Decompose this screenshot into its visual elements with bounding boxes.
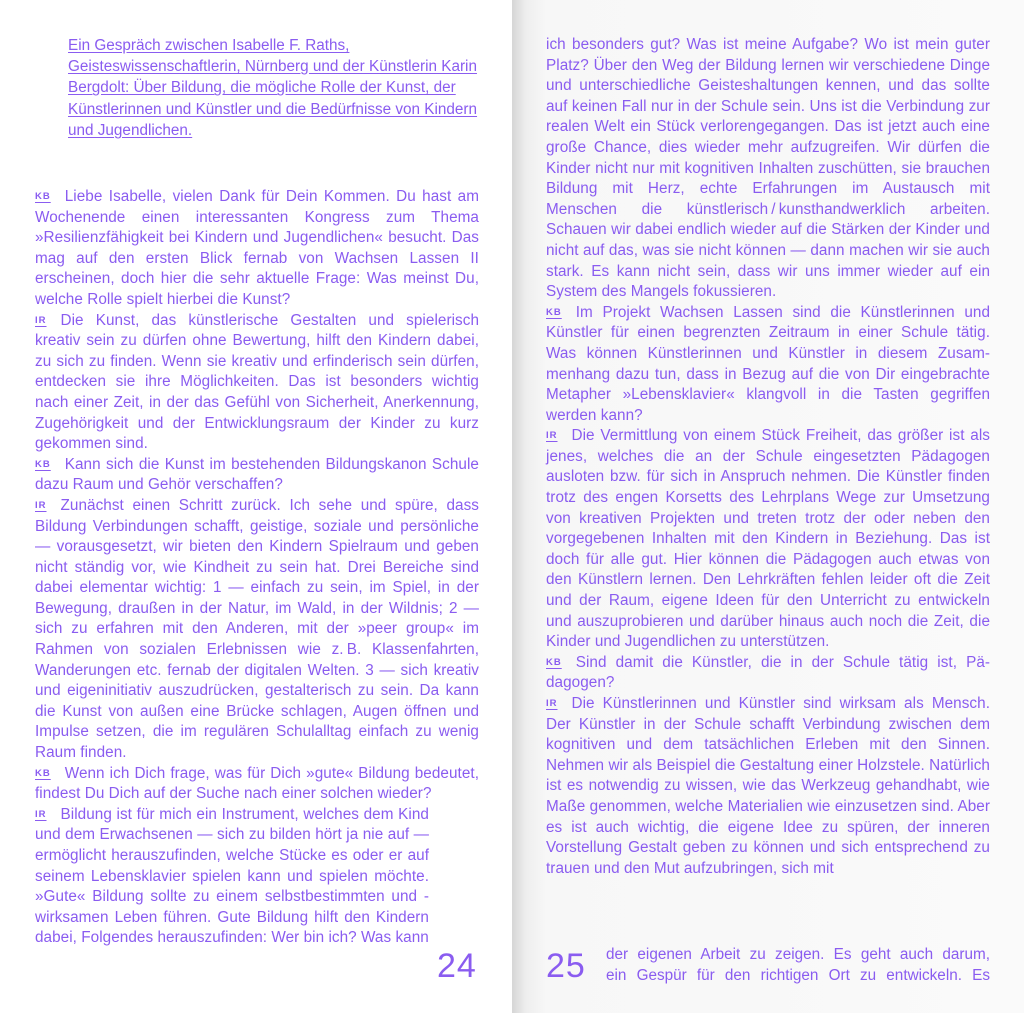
interview-paragraph	[546, 303, 990, 427]
speaker-label: KB	[546, 306, 562, 318]
paragraph-text: Liebe Isabelle, vielen Dank für Dein Kommen. Du hast am Wochenende einen interessanten Kongress zum Thema »Resilienzfähigkeit bei Kindern und Jugendlichen« besucht. Das mag auf den ersten Blick fernab von Wachsen Lassen II erscheinen, doch hier die sehr aktuelle Frage: Was meinst Du, welche Rolle spielt hierbei die Kunst?	[35, 188, 479, 308]
paragraph-text: Kann sich die Kunst im bestehenden Bildungskanon Schule dazu Raum und Gehör verschaffen?	[35, 455, 479, 494]
speaker-label: KB	[35, 458, 51, 470]
interview-paragraph	[546, 426, 990, 653]
paragraph-text: Zunächst einen Schritt zurück. Ich sehe und spüre, dass Bildung Verbindungen schafft, geistige, soziale und persönliche — vorausgesetzt, wir bieten den Kindern Spielraum und geben nicht ständig vor, wie Kindheit zu sein hat. Drei Bereiche sind dabei elementar wichtig: 1 — einfach zu sein, im Spiel, in der Bewegung, draußen in der Natur, im Wald, in der Wildnis; 2 — sich zu erfahren mit den Anderen, mit der »peer group« im Rahmen von sozialen Erlebnissen wie z. B. Klassenfahrten, Wanderungen etc. fernab der digitalen Welten. 3 — sich kreativ und eigeninitiativ auszudrücken, gestalterisch zu sein. Da kann die Kunst von außen eine Brücke schlagen, Augen öffnen und Impulse setzen, die im regulären Schulalltag einfach zu wenig Raum finden.	[35, 496, 479, 762]
speaker-label: KB	[546, 656, 562, 668]
paragraph-text: Die Künstlerinnen und Künstler sind wirksam als Mensch. Der Künstler in der Schule schafft Verbindung zwischen dem kognitiven und dem tatsächlichen Erleben mit den Sinnen. Nehmen wir als Beispiel die Gestaltung einer Holzstele. Natürlich ist es notwendig zu wissen, wie das Werkzeug gehandhabt, wie Maße genommen, welche Materialien wie einzusetzen sind. Aber es ist auch wichtig, die eigene Idee zu spüren, der inneren Vorstellung Gestalt geben zu können und sich entsprechend zu trauen und den Mut aufzubringen, sich mit	[546, 695, 990, 877]
paragraph-text: Die Kunst, das künstlerische Gestalten und spielerisch kreativ sein zu dürfen ohne Bewertung, hilft den Kindern dabei, zu sich zu finden. Wenn sie kreativ und erfinderisch sein dürfen, entdecken sie ihre Möglichkeiten. Das ist besonders wichtig nach einer Zeit, in der das Gefühl von Sicherheit, Anerkennung, Zugehörigkeit und der Entwicklungsraum der Kinder zu kurz gekommen sind.	[35, 311, 479, 453]
speaker-label: IR	[35, 314, 47, 326]
interview-paragraph	[546, 653, 990, 694]
interview-paragraph	[35, 455, 479, 496]
speaker-label: IR	[546, 698, 558, 709]
speaker-label: KB	[35, 767, 51, 779]
page-number-left: 24	[437, 947, 477, 985]
paragraph-text: Die Vermittlung von einem Stück Freiheit, das größer ist als jenes, welches die an der Schule eingesetzten Pädagogen ausloten bzw. für sich in Anspruch nehmen. Die Künstler finden trotz des engen Korsetts des Lehrplans Wege zur Umsetzung von kreativen Projekten und treten trotz der oder neben den vorgegebenen Inhalten mit den Kindern in Beziehung. Das ist doch für alle gut. Hier können die Pädagogen auch etwas von den Künstlern lernen. Den Lehrkräften fehlen leider oft die Zeit und der Raum, eigene Ideen für den Unterricht zu entwickeln und auszuprobieren und darüber hinaus auch noch die Zeit, die Kinder und Jugendlichen zu unterstützen.	[546, 427, 990, 651]
page-number-right: 25	[546, 947, 586, 985]
intro-text: Ein Gespräch zwischen Isabelle F. Raths, Geisteswissenschaftlerin, Nürnberg und der Künstlerin Karin Bergdolt: Über Bildung, die mögliche Rolle der Kunst, der Künstlerinnen und Künstler und die Bedürfnisse von Kindern und Jugendlichen.	[68, 37, 478, 139]
right-final-line: der eigenen Arbeit zu zeigen. Es geht auch darum,	[606, 946, 990, 963]
paragraph-text: Im Projekt Wachsen Lassen sind die Künstlerinnen und Künstler für einen begrenzten Zeitraum in einer Schule tätig. Was können Künstlerinnen und Künstler in diesem Zusammenhang dazu tun, dass in Bezug auf die von Dir eingebrachte Metapher »Lebensklavier« klangvoll in die Tasten gegriffen werden kann?	[546, 303, 990, 424]
interview-paragraph	[35, 187, 479, 311]
interview-paragraph	[546, 694, 990, 879]
speaker-label: IR	[546, 430, 558, 442]
left-body-text	[35, 187, 479, 949]
interview-paragraph	[35, 496, 479, 764]
paragraph-text: ich besonders gut? Was ist meine Aufgabe? Wo ist mein guter Platz? Über den Weg der Bildung lernen wir verschiedene Dinge und unterschiedliche Geisteshaltungen kennen, und das sollte auf keinen Fall nur in der Schule sein. Uns ist die Verbindung zur realen Welt ein Stück verlorengegangen. Das ist jetzt auch eine große Chance, dies wieder mehr aufzugreifen. Wir dürfen die Kinder nicht nur mit kognitiven Inhalten zuschütten, sie brauchen Bildung mit Herz, echte Erfahrungen im Austausch mit Menschen die künstlerisch / kunsthandwerklich arbeiten. Schauen wir dabei endlich wieder auf die Stärken der Kinder und nicht auf das, was sie nicht können — dann machen wir sie auch stark. Es kann nicht sein, dass wir uns immer wieder auf ein System des Mangels fokussieren.	[546, 36, 990, 301]
right-final-line: ein Gespür für den richtigen Ort zu entwickeln. Es	[606, 967, 990, 984]
speaker-label: IR	[35, 499, 47, 511]
speaker-label: IR	[35, 808, 47, 820]
interview-paragraph	[35, 764, 479, 805]
interview-paragraph	[35, 311, 479, 455]
speaker-label: KB	[35, 191, 51, 202]
right-body-text	[546, 35, 990, 879]
paragraph-text: Wenn ich Dich frage, was für Dich »gute« Bildung bedeutet, findest Du Dich auf der Suche nach einer solchen wieder?	[35, 764, 479, 803]
interview-paragraph	[546, 35, 990, 303]
interview-paragraph	[35, 805, 429, 949]
paragraph-text: Sind damit die Künstler, die in der Schule tätig ist, Pädagogen?	[546, 653, 990, 692]
paragraph-text: Bildung ist für mich ein Instrument, welches dem Kind und dem Erwachsenen — sich zu bilden hört ja nie auf — ermöglicht herauszufinden, welche Stücke es oder er auf seinem Lebensklavier spielen kann und spielen möchte. »Gute« Bildung sollte zu einem selbstbestimmten und -wirksamen Leben führen. Gute Bildung hilft den Kindern dabei, Folgendes herauszufinden: Wer bin ich? Was kann	[35, 805, 429, 947]
